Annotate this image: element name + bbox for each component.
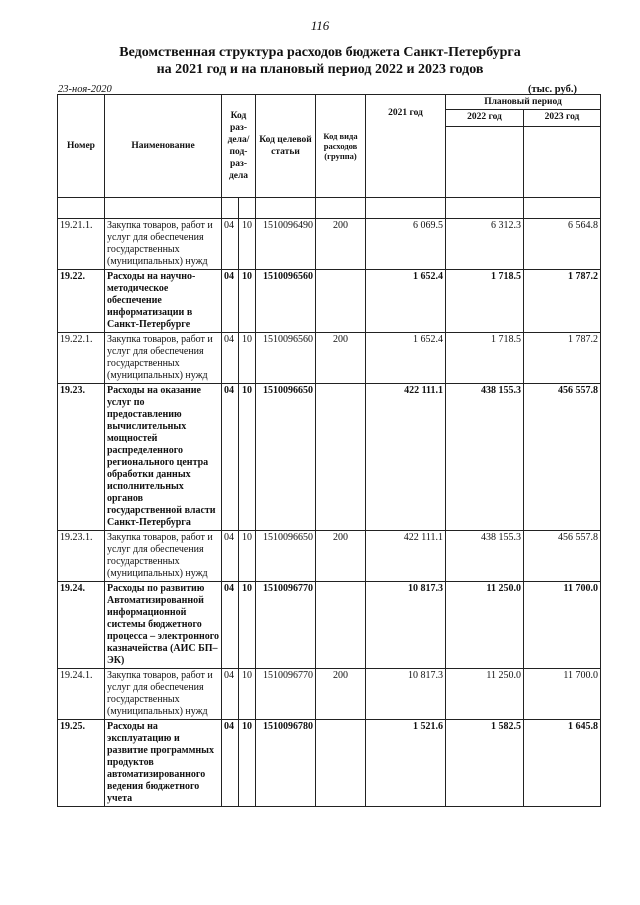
row-name: Расходы на эксплуатацию и развитие программных продуктов автоматизированного ведения бюджетного учета	[105, 720, 222, 807]
table-row	[58, 219, 601, 270]
row-vid-code	[316, 270, 366, 333]
row-number: 19.24.1.	[58, 669, 105, 720]
row-razdel: 04	[222, 720, 239, 807]
page-title	[0, 44, 640, 78]
row-number: 19.22.	[58, 270, 105, 333]
row-target-code: 1510096650	[256, 531, 316, 582]
row-name: Закупка товаров, работ и услуг для обеспечения государственных (муниципальных) нужд	[105, 333, 222, 384]
row-podrazdel: 10	[239, 384, 256, 531]
header-razdel: Код раз- дела/ под- раз- дела	[222, 95, 256, 198]
row-podrazdel: 10	[239, 669, 256, 720]
row-amount-2021: 10 817.3	[366, 669, 446, 720]
row-name: Закупка товаров, работ и услуг для обеспечения государственных (муниципальных) нужд	[105, 669, 222, 720]
page-number: 116	[310, 18, 330, 33]
row-amount-2021: 1 652.4	[366, 270, 446, 333]
table-body	[58, 198, 601, 807]
row-target-code: 1510096490	[256, 219, 316, 270]
row-razdel: 04	[222, 333, 239, 384]
header-2021: 2021 год	[366, 95, 446, 198]
row-podrazdel: 10	[239, 531, 256, 582]
row-podrazdel: 10	[239, 219, 256, 270]
row-razdel: 04	[222, 582, 239, 669]
row-podrazdel: 10	[239, 333, 256, 384]
table-row	[58, 582, 601, 669]
table-row	[58, 669, 601, 720]
budget-table	[57, 94, 601, 807]
row-vid-code	[316, 384, 366, 531]
row-target-code: 1510096650	[256, 384, 316, 531]
row-number: 19.21.1.	[58, 219, 105, 270]
row-target-code: 1510096560	[256, 333, 316, 384]
row-amount-2021: 1 521.6	[366, 720, 446, 807]
header-2023: 2023 год	[524, 110, 601, 127]
row-amount-2023: 11 700.0	[524, 669, 601, 720]
table-row	[58, 531, 601, 582]
title-line-2: на 2021 год и на плановый период 2022 и 2023 годов	[156, 62, 484, 77]
header-number: Номер	[58, 95, 105, 198]
row-target-code: 1510096560	[256, 270, 316, 333]
row-razdel: 04	[222, 531, 239, 582]
row-number: 19.25.	[58, 720, 105, 807]
row-podrazdel: 10	[239, 270, 256, 333]
row-amount-2021: 6 069.5	[366, 219, 446, 270]
row-number: 19.24.	[58, 582, 105, 669]
table-row	[58, 384, 601, 531]
row-vid-code: 200	[316, 669, 366, 720]
row-target-code: 1510096780	[256, 720, 316, 807]
row-razdel: 04	[222, 669, 239, 720]
title-line-1: Ведомственная структура расходов бюджета Санкт-Петербурга	[119, 45, 521, 60]
row-amount-2021: 422 111.1	[366, 531, 446, 582]
row-number: 19.23.	[58, 384, 105, 531]
row-vid-code: 200	[316, 333, 366, 384]
header-vid: Код вида расходов (группа)	[316, 95, 366, 198]
row-amount-2022: 438 155.3	[446, 531, 524, 582]
table-row	[58, 333, 601, 384]
header-target: Код целевой статьи	[256, 95, 316, 198]
row-number: 19.23.1.	[58, 531, 105, 582]
row-amount-2023: 6 564.8	[524, 219, 601, 270]
row-number: 19.22.1.	[58, 333, 105, 384]
row-podrazdel: 10	[239, 720, 256, 807]
row-name: Расходы на научно-методическое обеспечение информатизации в Санкт-Петербурге	[105, 270, 222, 333]
row-amount-2022: 438 155.3	[446, 384, 524, 531]
row-razdel: 04	[222, 219, 239, 270]
row-amount-2023: 1 645.8	[524, 720, 601, 807]
row-amount-2021: 10 817.3	[366, 582, 446, 669]
row-amount-2023: 1 787.2	[524, 270, 601, 333]
table-row	[58, 270, 601, 333]
row-amount-2022: 1 718.5	[446, 270, 524, 333]
row-amount-2023: 456 557.8	[524, 531, 601, 582]
row-amount-2022: 1 718.5	[446, 333, 524, 384]
row-amount-2022: 11 250.0	[446, 582, 524, 669]
row-vid-code: 200	[316, 219, 366, 270]
table-header	[58, 95, 601, 198]
document-date: 23-ноя-2020	[58, 84, 112, 95]
row-name: Расходы на оказание услуг по предоставлению вычислительных мощностей распределенного регионального центра обработки данных исполнительных органов государственной власти Санкт-Петербурга	[105, 384, 222, 531]
row-name: Закупка товаров, работ и услуг для обеспечения государственных (муниципальных) нужд	[105, 219, 222, 270]
row-razdel: 04	[222, 270, 239, 333]
row-amount-2022: 6 312.3	[446, 219, 524, 270]
row-target-code: 1510096770	[256, 582, 316, 669]
row-razdel: 04	[222, 384, 239, 531]
row-amount-2022: 1 582.5	[446, 720, 524, 807]
row-vid-code	[316, 582, 366, 669]
row-vid-code: 200	[316, 531, 366, 582]
header-name: Наименование	[105, 95, 222, 198]
row-name: Расходы по развитию Автоматизированной информационной системы бюджетного процесса – электронного казначейства (АИС БП–ЭК)	[105, 582, 222, 669]
row-name: Закупка товаров, работ и услуг для обеспечения государственных (муниципальных) нужд	[105, 531, 222, 582]
row-amount-2023: 1 787.2	[524, 333, 601, 384]
header-2022: 2022 год	[446, 110, 524, 127]
row-amount-2021: 422 111.1	[366, 384, 446, 531]
row-podrazdel: 10	[239, 582, 256, 669]
row-amount-2022: 11 250.0	[446, 669, 524, 720]
row-amount-2023: 456 557.8	[524, 384, 601, 531]
units-label: (тыс. руб.)	[528, 84, 577, 95]
table-row	[58, 720, 601, 807]
row-target-code: 1510096770	[256, 669, 316, 720]
header-planned: Плановый период	[446, 95, 601, 110]
row-vid-code	[316, 720, 366, 807]
row-amount-2021: 1 652.4	[366, 333, 446, 384]
row-amount-2023: 11 700.0	[524, 582, 601, 669]
